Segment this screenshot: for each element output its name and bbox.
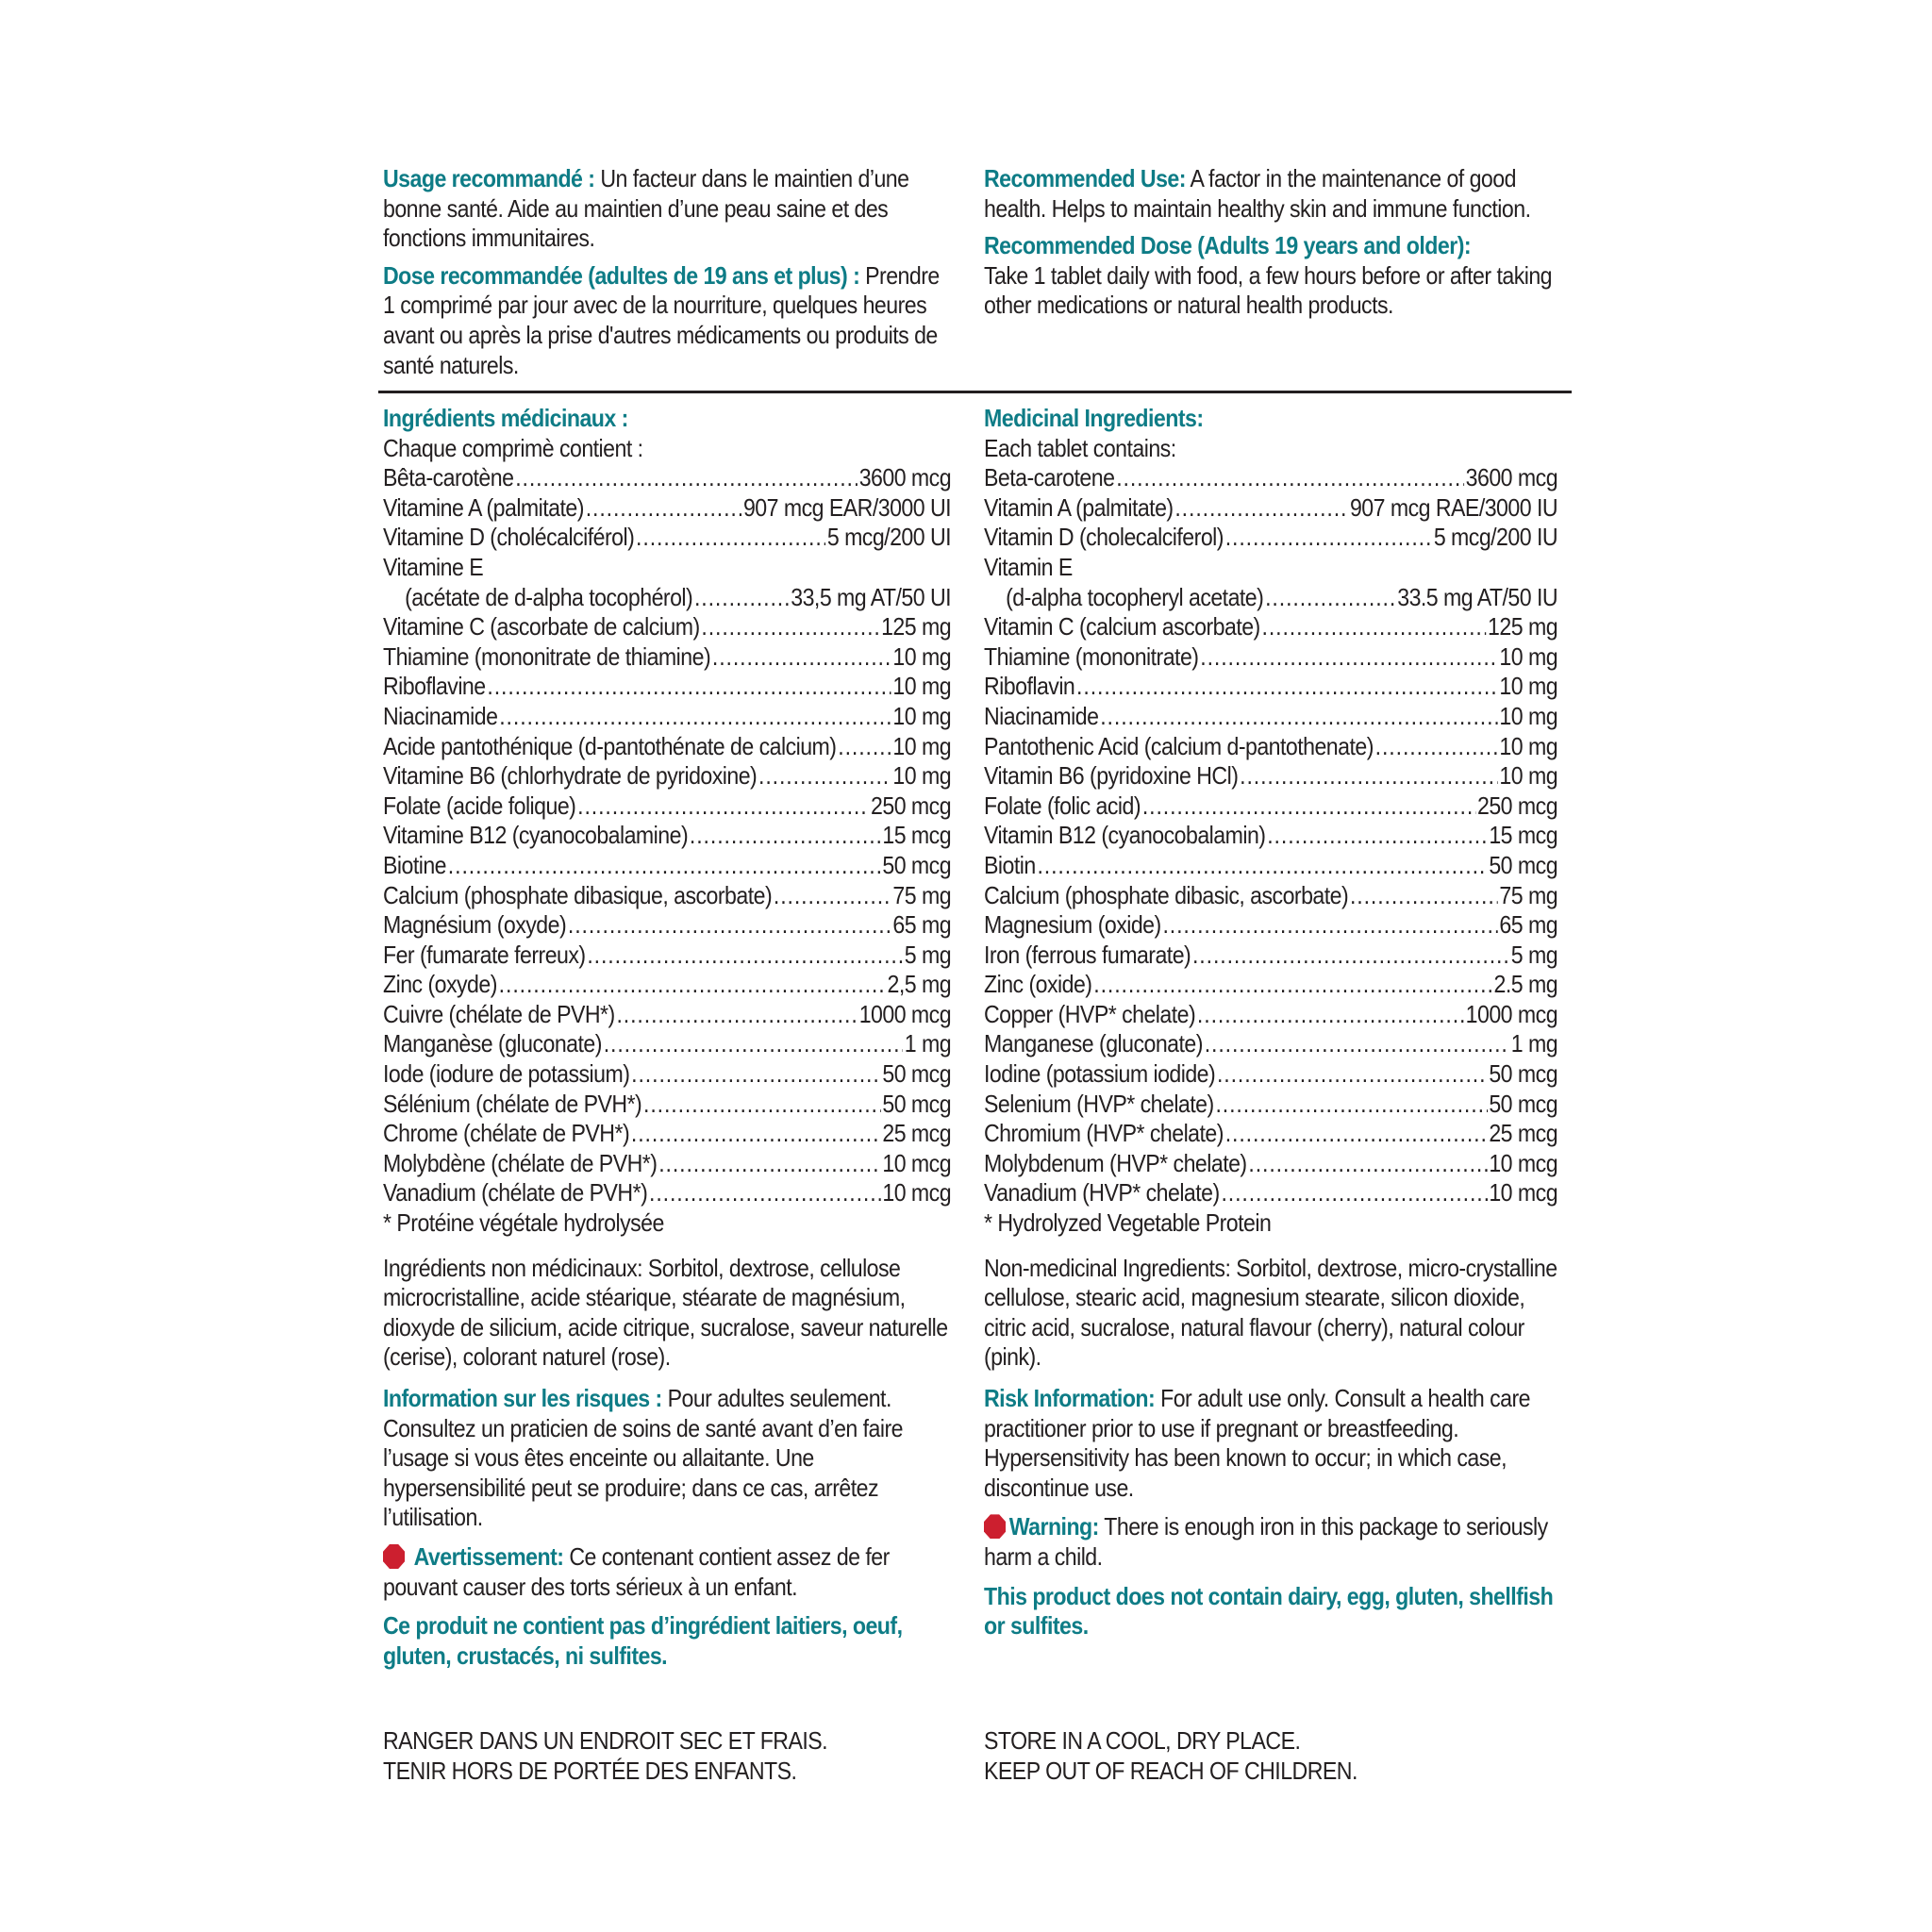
dot-leader [1350,881,1498,911]
ingredient-name: Vitamin E [984,552,1073,581]
ingredient-row [984,791,1557,822]
dot-leader [1200,642,1497,673]
en-allergen-statement: This product does not contain dairy, egg, gluten, shellfish or sulfites. [984,1581,1554,1641]
ingredient-amount: 1 mg [1510,1029,1558,1058]
ingredient-name: Manganèse (gluconate) [383,1029,602,1058]
ingredient-name: Niacinamide [984,701,1099,730]
ingredient-row [984,970,1557,1000]
dot-leader [631,1059,880,1090]
ingredient-row [383,1000,951,1030]
ingredient-amount: 10 mcg [1489,1148,1558,1177]
ingredient-name: Vitamin B12 (cyanocobalamin) [984,821,1266,850]
en-top-section [984,164,1559,321]
dot-leader [587,941,903,971]
ingredient-amount: 50 mcg [882,1059,952,1089]
ingredient-name: Vitamine A (palmitate) [383,492,584,522]
dot-leader [1217,1059,1488,1090]
ingredient-row [984,1000,1557,1030]
ingredient-amount: 125 mg [881,612,952,641]
ingredient-name: Zinc (oxyde) [383,970,497,999]
dot-leader [499,702,891,732]
fr-ingredients-section [383,404,953,1671]
ingredient-row [383,851,951,881]
ingredient-row [984,821,1557,851]
ingredient-amount: 10 mg [1499,641,1558,671]
ingredient-name: Calcium (phosphate dibasic, ascorbate) [984,880,1349,909]
en-dose-text: Take 1 tablet daily with food, a few hours before or after taking other medications or natural health products. [984,260,1553,320]
ingredient-row [984,463,1557,493]
dot-leader [586,493,741,524]
stop-sign-icon [984,1514,1006,1539]
dot-leader [499,970,886,1000]
ingredient-amount: 10 mg [1499,761,1558,791]
ingredient-row [984,941,1557,971]
ingredient-row [984,761,1557,791]
ingredient-amount: 15 mcg [882,821,952,850]
ingredient-row [984,1029,1557,1059]
en-ingredients-heading: Medicinal Ingredients: [984,404,1204,432]
fr-ingredients-subheading: Chaque comprimè contient : [383,433,643,462]
fr-usage-heading: Usage recommandé : [383,164,595,192]
ingredient-amount: 50 mcg [1489,1059,1558,1089]
ingredient-name: Zinc (oxide) [984,970,1092,999]
ingredient-amount: 1000 mcg [1465,999,1558,1028]
dot-leader [577,791,869,822]
ingredient-amount: 10 mg [1499,672,1558,701]
en-warning [984,1512,1557,1572]
dot-leader [1174,493,1348,524]
ingredient-amount: 75 mg [892,880,952,909]
fr-risk-text: Pour adultes seulement. Consultez un praticien de soins de santé avant d’en faire l’usage si vous êtes enceinte ou allaitante. Une hypersensibilité peut se produire; dans ce cas, arrêtez l’utilisation. [383,1384,904,1532]
ingredient-row [383,583,951,613]
en-warning-text: There is enough iron in this package to seriously harm a child. [984,1512,1548,1571]
ingredient-name: Acide pantothénique (d-pantothénate de calcium) [383,731,837,760]
dot-leader [1142,791,1475,822]
dot-leader [1248,1149,1487,1179]
ingredient-amount: 10 mg [1499,731,1558,760]
dot-leader [631,1119,881,1149]
dot-leader [1192,941,1509,971]
ingredient-amount: 65 mg [1499,910,1558,940]
dot-leader [1225,1119,1488,1149]
ingredient-name: Vitamin B6 (pyridoxine HCl) [984,761,1239,791]
ingredient-row [984,851,1557,881]
ingredient-row [383,702,951,732]
ingredient-name: (acétate de d-alpha tocophérol) [405,582,693,611]
ingredient-amount: 33,5 mg AT/50 UI [791,582,952,611]
fr-warning-text: Ce contenant contient assez de fer pouvant causer des torts sérieux à un enfant. [383,1541,890,1601]
dot-leader [1093,970,1491,1000]
dot-leader [649,1178,881,1208]
ingredient-row [383,1059,951,1090]
fr-ingredients-list [383,463,951,1208]
ingredient-amount: 1000 mcg [858,999,952,1028]
dot-leader [1265,583,1395,613]
ingredient-row [383,1178,951,1208]
dot-leader [1205,1029,1509,1059]
en-storage-line-2: KEEP OUT OF REACH OF CHILDREN. [984,1756,1357,1785]
ingredient-amount: 25 mcg [882,1119,952,1148]
dot-leader [701,612,879,642]
dot-leader [636,523,825,553]
ingredient-amount: 50 mcg [882,850,952,879]
en-footnote: * Hydrolyzed Vegetable Protein [984,1208,1272,1238]
ingredient-name: Riboflavine [383,672,486,701]
ingredient-row [984,1119,1557,1149]
ingredient-row [984,523,1557,553]
fr-usage-text: Un facteur dans le maintien d’une bonne santé. Aide au maintien d’une peau saine et des fonctions immunitaires. [383,164,909,253]
dot-leader [1262,612,1487,642]
ingredient-amount: 5 mg [1510,940,1558,969]
en-storage-line-1: STORE IN A COOL, DRY PLACE. [984,1726,1301,1755]
ingredient-amount: 10 mg [892,701,952,730]
dot-leader [1076,672,1498,702]
dot-leader [774,881,891,911]
ingredient-amount: 125 mg [1488,612,1558,641]
ingredient-amount: 3600 mcg [1465,463,1558,492]
dot-leader [515,463,858,493]
ingredient-amount: 10 mg [892,672,952,701]
ingredient-row [984,553,1557,583]
ingredient-name: Molybdenum (HVP* chelate) [984,1148,1247,1177]
ingredient-name: Niacinamide [383,701,498,730]
ingredient-amount: 50 mcg [882,1089,952,1118]
ingredient-row [984,612,1557,642]
fr-footnote: * Protéine végétale hydrolysée [383,1208,664,1238]
ingredient-row [383,910,951,941]
ingredient-amount: 10 mcg [882,1178,952,1208]
ingredient-amount: 907 mcg RAE/3000 IU [1349,492,1558,522]
ingredient-amount: 10 mg [1499,701,1558,730]
en-risk-heading: Risk Information: [984,1384,1156,1412]
ingredient-name: Cuivre (chélate de PVH*) [383,999,615,1028]
ingredient-name: Copper (HVP* chelate) [984,999,1196,1028]
fr-nonmedicinal: Ingrédients non médicinaux: Sorbitol, dextrose, cellulose microcristalline, acide stéarique, stéarate de magnésium, dioxyde de silicium, acide citrique, sucralose, saveur naturelle (cerise), colorant naturel (rose). [383,1253,948,1372]
dot-leader [758,761,891,791]
en-risk-text: For adult use only. Consult a health care practitioner prior to use if pregnant or breastfeeding. Hypersensitivity has been known to occur; in which case, discontinue use. [984,1384,1530,1502]
ingredient-row [984,881,1557,911]
fr-storage-line-1: RANGER DANS UN ENDROIT SEC ET FRAIS. [383,1726,828,1755]
ingredient-name: Vitamine B6 (chlorhydrate de pyridoxine) [383,761,758,791]
ingredient-row [383,1090,951,1120]
ingredient-name: Riboflavin [984,672,1075,701]
ingredient-row [383,642,951,673]
ingredient-amount: 5 mcg/200 IU [1433,523,1558,552]
fr-dose-heading: Dose recommandée (adultes de 19 ans et plus) : [383,260,860,290]
ingredient-row [984,672,1557,702]
ingredient-amount: 2.5 mg [1493,970,1558,999]
ingredient-row [984,642,1557,673]
ingredient-amount: 2,5 mg [887,970,952,999]
dot-leader [1240,761,1497,791]
ingredient-name: Vitamin A (palmitate) [984,492,1174,522]
dot-leader [616,1000,857,1030]
dot-leader [487,672,891,702]
ingredient-name: (d-alpha tocopheryl acetate) [1006,582,1264,611]
en-warning-heading: Warning: [1008,1512,1099,1541]
ingredient-row [984,1178,1557,1208]
ingredient-name: Magnesium (oxide) [984,910,1161,940]
ingredient-row [984,1090,1557,1120]
ingredient-name: Vitamin C (calcium ascorbate) [984,612,1260,641]
dot-leader [1215,1090,1487,1120]
dot-leader [448,851,881,881]
ingredient-name: Beta-carotene [984,463,1115,492]
fr-warning-heading: Avertissement: [413,1541,564,1571]
ingredient-row [984,493,1557,524]
ingredient-amount: 25 mcg [1489,1119,1558,1148]
ingredient-row [383,941,951,971]
ingredient-name: Molybdène (chélate de PVH*) [383,1148,658,1177]
en-ingredients-subheading: Each tablet contains: [984,433,1176,462]
en-ingredients-section [984,404,1559,1641]
ingredient-row [984,1059,1557,1090]
ingredient-name: Magnésium (oxyde) [383,910,567,940]
ingredient-row [383,1029,951,1059]
ingredient-row [383,1119,951,1149]
dot-leader [1162,910,1497,941]
ingredient-amount: 250 mcg [871,791,952,820]
ingredient-amount: 33.5 mg AT/50 IU [1397,582,1558,611]
ingredient-name: Calcium (phosphate dibasique, ascorbate) [383,880,773,909]
ingredient-row [383,791,951,822]
dot-leader [658,1149,880,1179]
fr-dose-text: Prendre 1 comprimé par jour avec de la nourriture, quelques heures avant ou après la prise d'autres médicaments ou produits de santé naturels. [383,260,940,379]
fr-storage [383,1726,953,1786]
en-dose-heading: Recommended Dose (Adults 19 years and older): [984,231,1472,260]
ingredient-row [984,583,1557,613]
ingredient-name: Folate (folic acid) [984,791,1141,820]
ingredient-row [383,672,951,702]
en-usage-text: A factor in the maintenance of good health. Helps to maintain healthy skin and immune function. [984,164,1531,223]
en-usage-heading: Recommended Use: [984,164,1186,192]
ingredient-name: Chromium (HVP* chelate) [984,1119,1224,1148]
fr-usage [383,164,951,254]
ingredient-name: Manganese (gluconate) [984,1029,1203,1058]
ingredient-amount: 3600 mcg [858,463,952,492]
ingredient-name: Thiamine (mononitrate de thiamine) [383,641,711,671]
ingredient-amount: 75 mg [1499,880,1558,909]
ingredient-amount: 65 mg [892,910,952,940]
fr-risk-heading: Information sur les risques : [383,1384,662,1412]
dot-leader [1100,702,1497,732]
ingredient-amount: 5 mcg/200 UI [826,523,952,552]
ingredient-row [383,732,951,762]
fr-risk [383,1384,951,1533]
ingredient-row [383,612,951,642]
ingredient-name: Pantothenic Acid (calcium d-pantothenate) [984,731,1374,760]
en-usage [984,164,1557,224]
fr-allergen-statement: Ce produit ne contient pas d’ingrédient laitiers, oeuf, gluten, crustacés, ni sulfites. [383,1611,903,1670]
dot-leader [1267,821,1487,851]
ingredient-name: Vitamine E [383,552,484,581]
ingredient-name: Iode (iodure de potassium) [383,1059,630,1089]
dot-leader [643,1090,881,1120]
fr-top-section [383,164,953,380]
ingredient-name: Vitamine D (cholécalciférol) [383,523,635,552]
ingredient-row [984,910,1557,941]
fr-storage-line-2: TENIR HORS DE PORTÉE DES ENFANTS. [383,1756,797,1785]
ingredient-amount: 250 mcg [1477,791,1558,820]
ingredient-name: Chrome (chélate de PVH*) [383,1119,630,1148]
dot-leader [694,583,790,613]
ingredient-name: Folate (acide folique) [383,791,576,820]
dot-leader [712,642,891,673]
ingredient-name: Vanadium (HVP* chelate) [984,1178,1220,1208]
ingredient-row [984,702,1557,732]
dot-leader [1225,523,1432,553]
ingredient-name: Biotine [383,850,447,879]
en-risk [984,1384,1557,1503]
ingredient-row [383,1149,951,1179]
divider-rule [378,391,1572,393]
dot-leader [838,732,891,762]
ingredient-amount: 10 mcg [882,1148,952,1177]
dot-leader [690,821,881,851]
ingredient-name: Iron (ferrous fumarate) [984,940,1191,969]
fr-dose [383,261,951,380]
fr-ingredients-heading: Ingrédients médicinaux : [383,404,628,432]
en-nonmedicinal: Non-medicinal Ingredients: Sorbitol, dextrose, micro-crystalline cellulose, stearic acid, magnesium stearate, silicon dioxide, citric acid, sucralose, natural flavour (cherry), natural colour (pink). [984,1253,1557,1372]
ingredient-amount: 5 mg [904,940,952,969]
ingredient-name: Biotin [984,850,1036,879]
ingredient-amount: 907 mcg EAR/3000 UI [742,492,952,522]
ingredient-name: Vitamine B12 (cyanocobalamine) [383,821,689,850]
ingredient-row [383,523,951,553]
en-storage [984,1726,1559,1786]
ingredient-name: Vanadium (chélate de PVH*) [383,1178,648,1208]
ingredient-row [383,881,951,911]
dot-leader [1116,463,1464,493]
ingredient-row [383,463,951,493]
ingredient-row [383,761,951,791]
ingredient-name: Fer (fumarate ferreux) [383,940,586,969]
ingredient-row [383,493,951,524]
dot-leader [1375,732,1498,762]
ingredient-name: Iodine (potassium iodide) [984,1059,1216,1089]
ingredient-name: Sélénium (chélate de PVH*) [383,1089,642,1118]
dot-leader [1197,1000,1464,1030]
ingredient-row [984,732,1557,762]
ingredient-name: Vitamine C (ascorbate de calcium) [383,612,700,641]
ingredient-amount: 1 mg [904,1029,952,1058]
ingredient-name: Vitamin D (cholecalciferol) [984,523,1224,552]
en-ingredients-list [984,463,1557,1208]
ingredient-row [383,821,951,851]
ingredient-amount: 10 mcg [1489,1178,1558,1208]
ingredient-amount: 10 mg [892,731,952,760]
fr-warning [383,1542,951,1602]
stop-sign-icon [383,1544,405,1569]
ingredient-row [984,1149,1557,1179]
ingredient-amount: 50 mcg [1489,850,1558,879]
dot-leader [568,910,891,941]
ingredient-name: Selenium (HVP* chelate) [984,1089,1214,1118]
ingredient-amount: 50 mcg [1489,1089,1558,1118]
ingredient-name: Bêta-carotène [383,463,514,492]
ingredient-amount: 10 mg [892,761,952,791]
dot-leader [604,1029,903,1059]
ingredient-row [383,970,951,1000]
ingredient-amount: 10 mg [892,641,952,671]
dot-leader [1037,851,1487,881]
dot-leader [1221,1178,1487,1208]
ingredient-amount: 15 mcg [1489,821,1558,850]
ingredient-row [383,553,951,583]
ingredient-name: Thiamine (mononitrate) [984,641,1199,671]
